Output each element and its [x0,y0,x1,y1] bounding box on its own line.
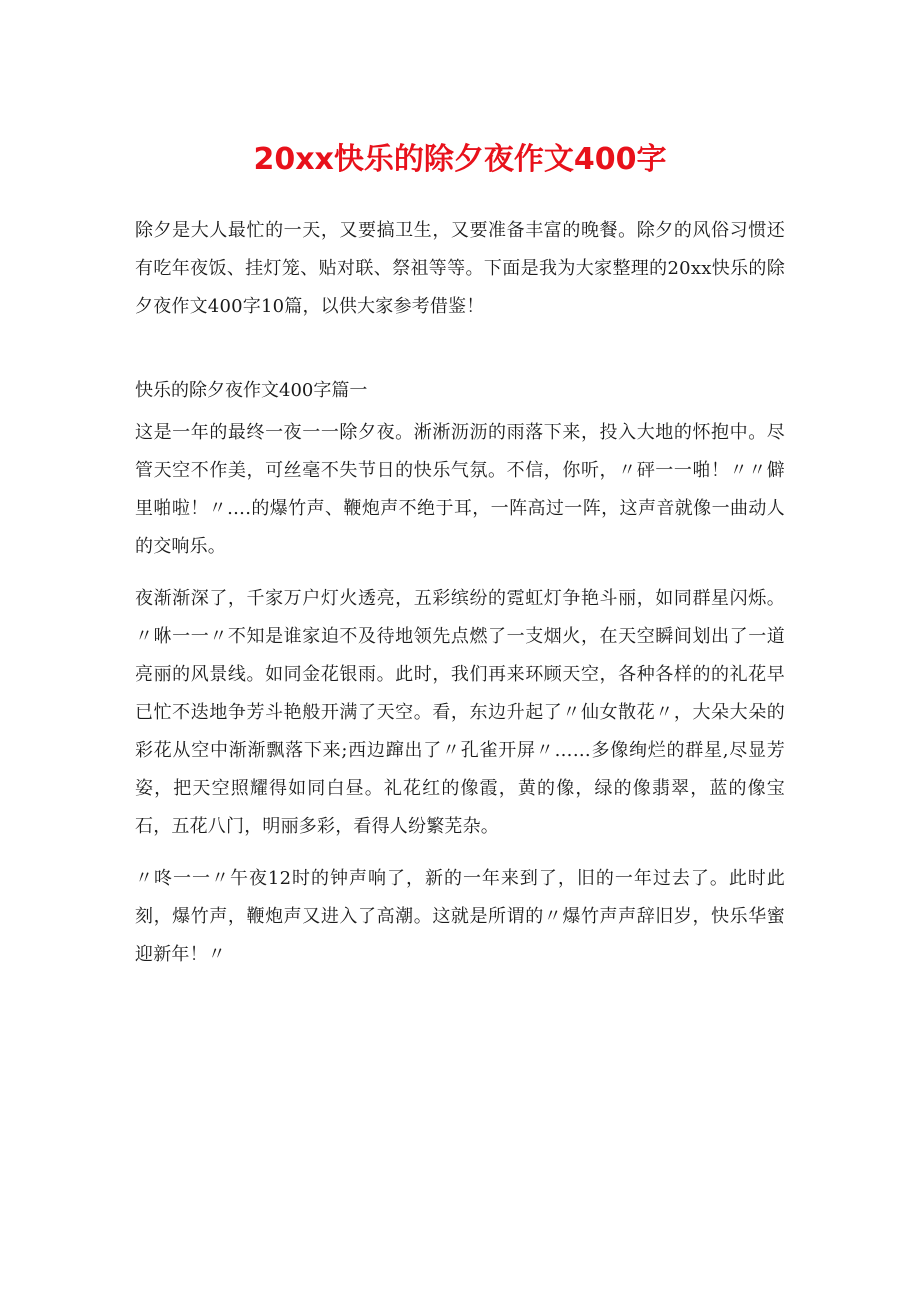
document-title: 20xx快乐的除夕夜作文400字 [253,142,667,177]
body-paragraph-1: 这是一年的最终一夜一一除夕夜。淅淅沥沥的雨落下来，投入大地的怀抱中。尽管天空不作美，可丝毫不失节日的快乐气氛。不信，你听，〃砰一一啪！〃〃僻里啪啦！〃….的爆竹声、鞭炮声不绝于耳，一阵高过一阵，这声音就像一曲动人的交响乐。 [135,422,785,557]
body-paragraph-2: 夜渐渐深了，千家万户灯火透亮，五彩缤纷的霓虹灯争艳斗丽，如同群星闪烁。〃咻一一〃不知是谁家迫不及待地领先点燃了一支烟火，在天空瞬间划出了一道亮丽的风景线。如同金花银雨。此时，我们再来环顾天空，各种各样的的礼花早已忙不迭地争芳斗艳般开满了天空。看，东边升起了〃仙女散花〃，大朵大朵的彩花从空中渐渐飘落下来;西边蹿出了〃孔雀开屏〃……多像绚烂的群星,尽显芳姿，把天空照耀得如同白昼。礼花红的像霞，黄的像，绿的像翡翠，蓝的像宝石，五花八门，明丽多彩，看得人纷繁芜杂。 [135,588,785,837]
document-body [135,212,785,988]
intro-paragraph: 除夕是大人最忙的一天，又要搞卫生，又要准备丰富的晚餐。除夕的风俗习惯还有吃年夜饭、挂灯笼、贴对联、祭祖等等。下面是我为大家整理的20xx快乐的除夕夜作文400字10篇，以供大家参考借鉴！ [135,220,785,317]
body-paragraph-3: 〃咚一一〃午夜12时的钟声响了，新的一年来到了，旧的一年过去了。此时此刻，爆竹声，鞭炮声又进入了高潮。这就是所谓的〃爆竹声声辞旧岁，快乐华蜜迎新年！〃 [135,868,785,965]
section-heading: 快乐的除夕夜作文400字篇一 [135,380,368,401]
